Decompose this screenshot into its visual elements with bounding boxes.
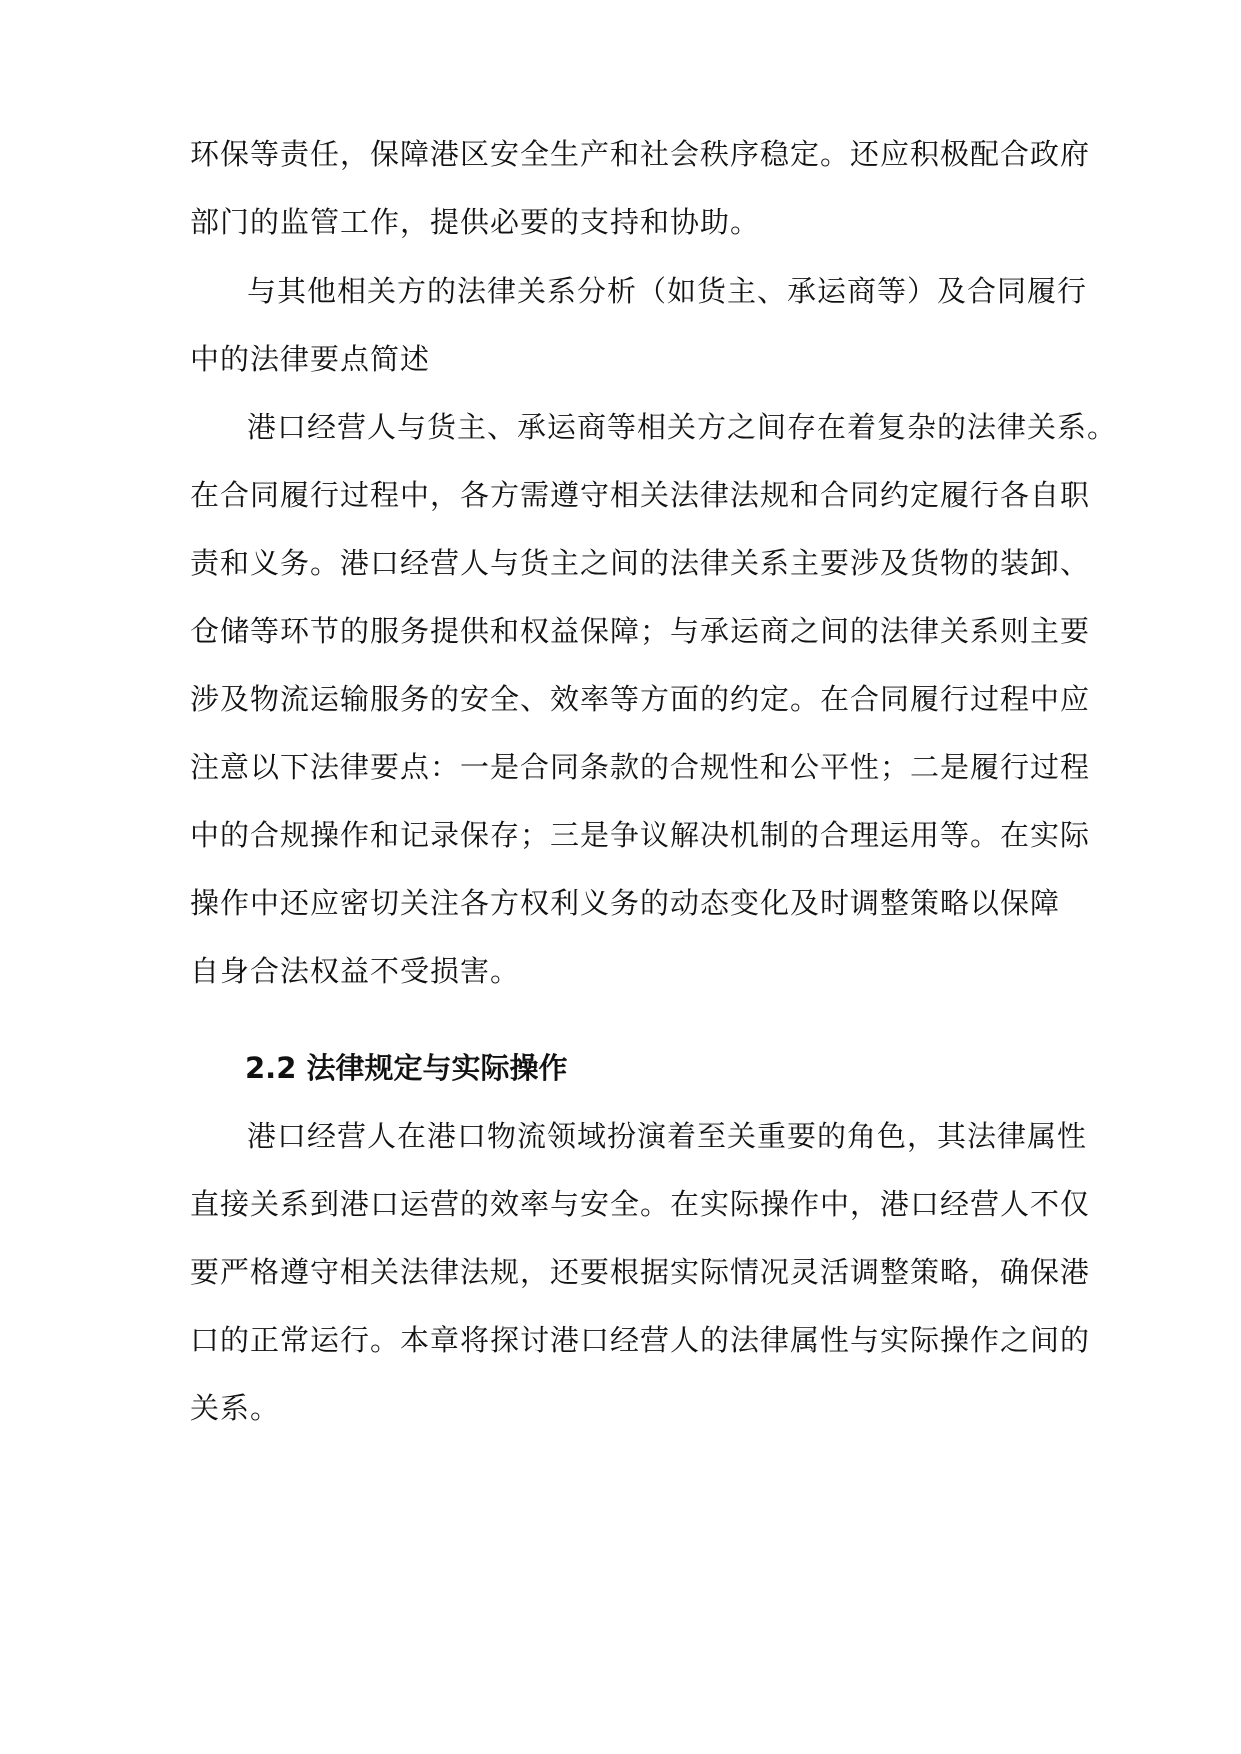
paragraph-1-line-2: 部门的监管工作，提供必要的支持和协助。 xyxy=(190,205,761,239)
paragraph-3-line-3: 责和义务。港口经营人与货主之间的法律关系主要涉及货物的装卸、 xyxy=(190,546,1091,580)
paragraph-4-line-3: 要严格遵守相关法律法规，还要根据实际情况灵活调整策略，确保港 xyxy=(190,1255,1091,1289)
paragraph-3-line-8: 操作中还应密切关注各方权利义务的动态变化及时调整策略以保障 xyxy=(190,886,1061,920)
paragraph-4-line-5: 关系。 xyxy=(190,1391,281,1425)
paragraph-3-line-1: 港口经营人与货主、承运商等相关方之间存在着复杂的法律关系。 xyxy=(247,410,1118,444)
paragraph-4-line-2: 直接关系到港口运营的效率与安全。在实际操作中，港口经营人不仅 xyxy=(190,1187,1091,1221)
section-heading: 2.2 法律规定与实际操作 xyxy=(245,1051,568,1085)
paragraph-3-line-2: 在合同履行过程中，各方需遵守相关法律法规和合同约定履行各自职 xyxy=(190,478,1091,512)
paragraph-2-line-2: 中的法律要点简述 xyxy=(190,342,431,376)
paragraph-3-line-6: 注意以下法律要点：一是合同条款的合规性和公平性；二是履行过程 xyxy=(190,750,1091,784)
paragraph-3-line-9: 自身合法权益不受损害。 xyxy=(190,954,521,988)
paragraph-3-line-7: 中的合规操作和记录保存；三是争议解决机制的合理运用等。在实际 xyxy=(190,818,1091,852)
paragraph-2-line-1: 与其他相关方的法律关系分析（如货主、承运商等）及合同履行 xyxy=(247,274,1088,308)
paragraph-4-line-1: 港口经营人在港口物流领域扮演着至关重要的角色，其法律属性 xyxy=(247,1119,1088,1153)
paragraph-3-line-4: 仓储等环节的服务提供和权益保障；与承运商之间的法律关系则主要 xyxy=(190,614,1091,648)
paragraph-1-line-1: 环保等责任，保障港区安全生产和社会秩序稳定。还应积极配合政府 xyxy=(190,137,1091,171)
paragraph-3-line-5: 涉及物流运输服务的安全、效率等方面的约定。在合同履行过程中应 xyxy=(190,682,1091,716)
paragraph-4-line-4: 口的正常运行。本章将探讨港口经营人的法律属性与实际操作之间的 xyxy=(190,1323,1091,1357)
